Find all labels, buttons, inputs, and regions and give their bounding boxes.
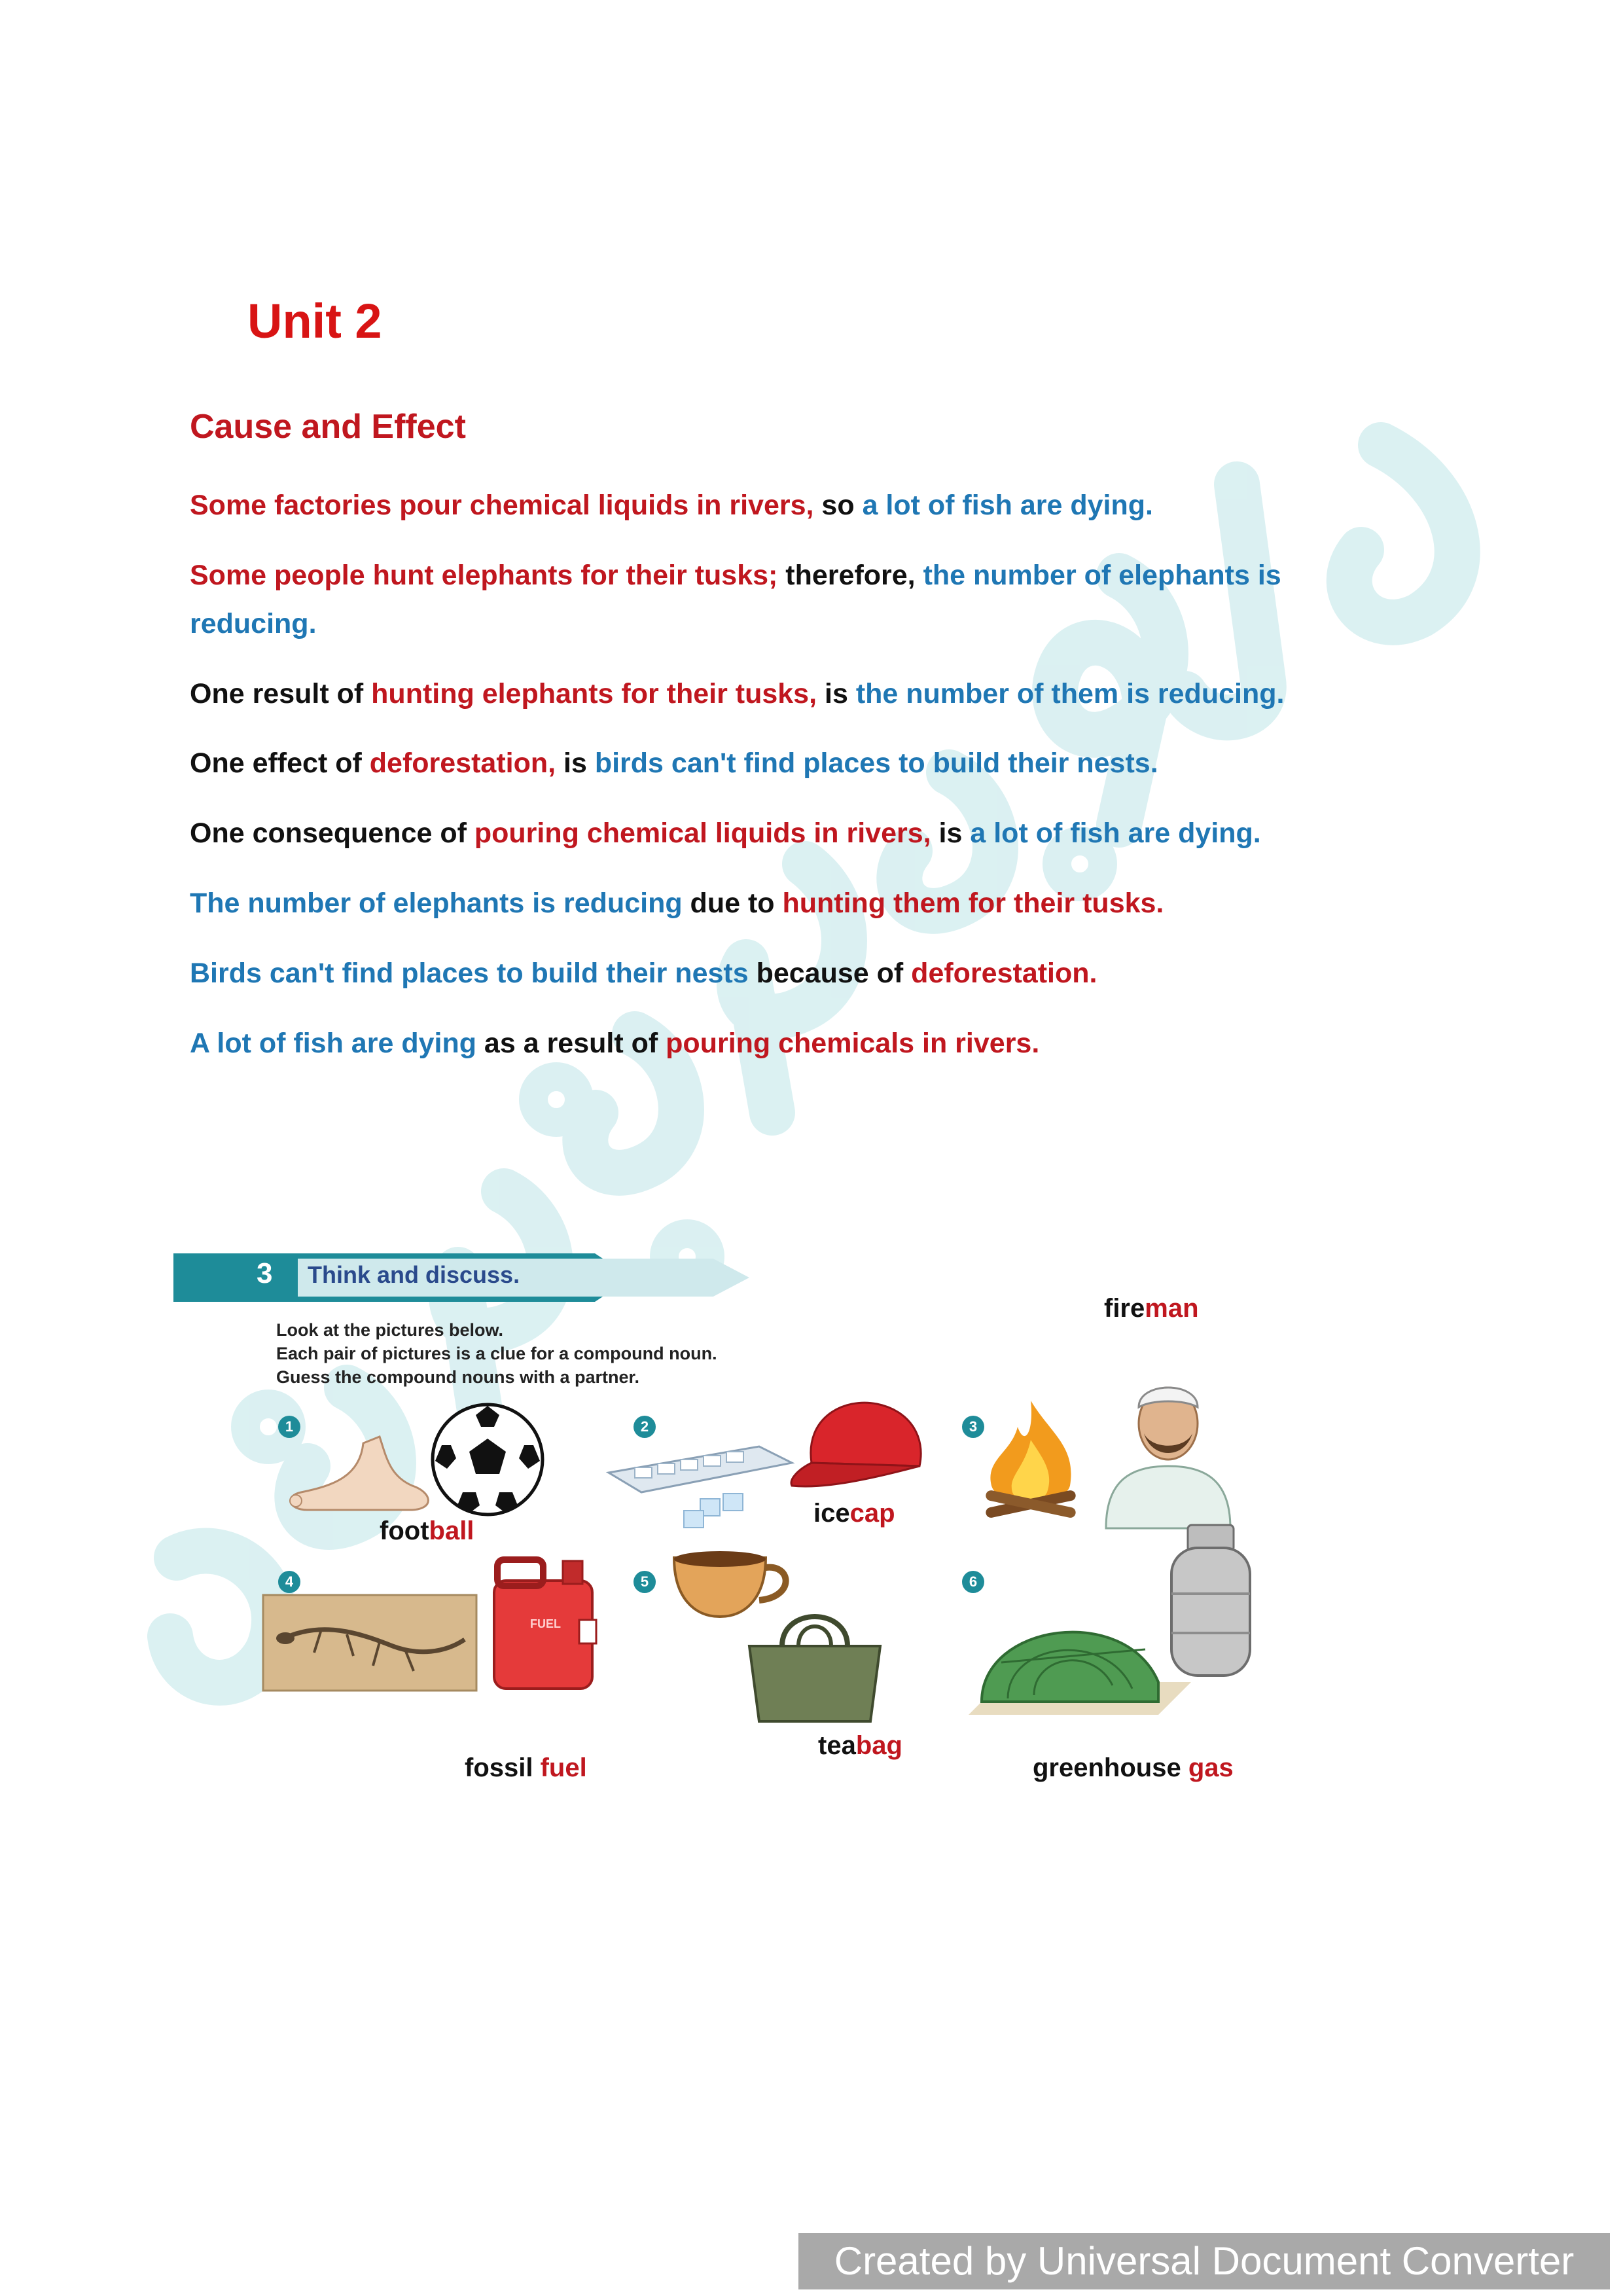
- answer-fossil-fuel: [465, 1753, 587, 1783]
- answer-part2: man: [1145, 1294, 1199, 1323]
- unit-title: Unit 2: [247, 294, 382, 348]
- item-number: 1: [278, 1416, 300, 1438]
- cause-text: Some factories pour chemical liquids in rivers,: [190, 490, 814, 521]
- connector-text: due to: [682, 888, 783, 919]
- exercise-panel: [173, 1253, 1286, 1829]
- man-icon: [1093, 1361, 1243, 1532]
- sentence-7: [190, 949, 1342, 997]
- gas-cylinder-icon: [1162, 1522, 1260, 1679]
- connector-text: so: [813, 490, 863, 521]
- section-title: Cause and Effect: [190, 408, 466, 446]
- effect-text: A lot of fish are dying: [190, 1028, 476, 1059]
- converter-footer: Created by Universal Document Converter: [798, 2233, 1610, 2289]
- sentence-2: [190, 551, 1342, 648]
- answer-part1: tea: [818, 1731, 856, 1760]
- answer-teabag: [818, 1731, 902, 1761]
- answer-part1: greenhouse: [1033, 1753, 1188, 1782]
- exercise-title: Think and discuss.: [308, 1261, 520, 1288]
- item-number: 5: [633, 1571, 656, 1593]
- answer-part1: fossil: [465, 1753, 541, 1782]
- answer-icecap: [813, 1499, 895, 1528]
- effect-text: a lot of fish are dying.: [862, 490, 1153, 521]
- connector-text: is: [931, 817, 971, 849]
- ice-tray-icon: [602, 1433, 798, 1532]
- answer-part2: gas: [1188, 1753, 1234, 1782]
- instruction-line: Each pair of pictures is a clue for a compound noun.: [276, 1344, 717, 1363]
- connector-text: is: [556, 747, 595, 779]
- sentence-5: [190, 809, 1342, 857]
- answer-part1: fire: [1104, 1294, 1145, 1323]
- cause-text: hunting them for their tusks.: [782, 888, 1164, 919]
- effect-text: birds can't find places to build their nests.: [594, 747, 1158, 779]
- answer-fireman: [1104, 1294, 1199, 1323]
- fuel-can-label: FUEL: [530, 1617, 561, 1630]
- connector-text: therefore,: [777, 560, 923, 591]
- item-number: 6: [962, 1571, 984, 1593]
- connector-text: as a result of: [476, 1028, 666, 1059]
- connector-text: because of: [748, 958, 912, 989]
- lead-text: One consequence of: [190, 817, 474, 849]
- exercise-number: 3: [257, 1257, 273, 1289]
- cap-icon: [785, 1391, 929, 1496]
- lead-text: One result of: [190, 678, 372, 709]
- cause-text: Some people hunt elephants for their tusks;: [190, 560, 778, 591]
- effect-text: the number of them is reducing.: [855, 678, 1285, 709]
- effect-text: the number of elephants is reducing.: [190, 560, 1281, 639]
- cause-text: hunting elephants for their tusks,: [371, 678, 817, 709]
- handbag-icon: [736, 1594, 893, 1725]
- answer-part2: ball: [429, 1516, 474, 1545]
- sentence-6: [190, 879, 1342, 927]
- instruction-line: Guess the compound nouns with a partner.: [276, 1367, 640, 1387]
- cause-text: pouring chemicals in rivers.: [666, 1028, 1040, 1059]
- item-number: 2: [633, 1416, 656, 1438]
- sentence-8: [190, 1019, 1342, 1067]
- sentence-3: [190, 670, 1342, 718]
- instruction-line: Look at the pictures below.: [276, 1320, 504, 1340]
- lead-text: One effect of: [190, 747, 370, 779]
- item-number: 4: [278, 1571, 300, 1593]
- answer-greenhouse-gas: [1033, 1753, 1234, 1783]
- cause-text: deforestation.: [911, 958, 1097, 989]
- sentence-4: [190, 739, 1342, 787]
- effect-text: a lot of fish are dying.: [970, 817, 1261, 849]
- sentence-1: [190, 481, 1342, 529]
- answer-part2: fuel: [540, 1753, 587, 1782]
- item-number: 3: [962, 1416, 984, 1438]
- cause-text: pouring chemical liquids in rivers,: [474, 817, 931, 849]
- answer-part2: bag: [855, 1731, 902, 1760]
- foot-icon: [281, 1430, 438, 1515]
- effect-text: The number of elephants is reducing: [190, 888, 683, 919]
- answer-part1: foot: [380, 1516, 429, 1545]
- effect-text: Birds can't find places to build their nests: [190, 958, 749, 989]
- answer-part2: cap: [849, 1499, 895, 1528]
- answer-part1: ice: [813, 1499, 850, 1528]
- fossil-icon: [262, 1594, 478, 1692]
- cause-text: deforestation,: [369, 747, 556, 779]
- connector-text: is: [817, 678, 856, 709]
- soccer-ball-icon: [429, 1401, 546, 1518]
- campfire-icon: [972, 1394, 1090, 1525]
- answer-football: [380, 1516, 474, 1546]
